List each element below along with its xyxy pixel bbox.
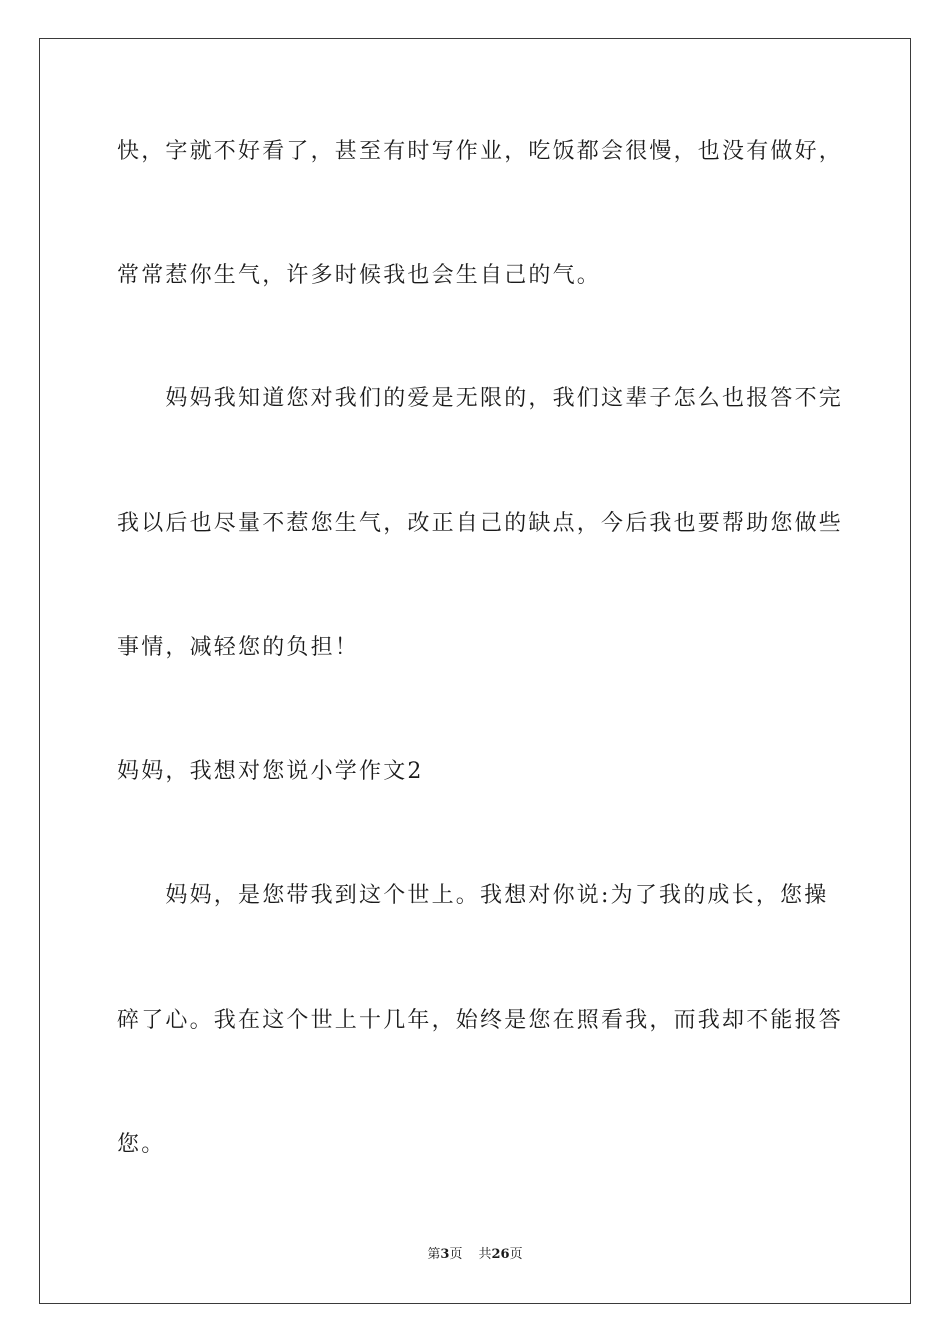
page-footer — [0, 1246, 950, 1264]
page-unit: 页 — [449, 1247, 463, 1262]
paragraph-line: 快，字就不好看了，甚至有时写作业，吃饭都会很慢，也没有做好， — [117, 139, 844, 164]
paragraph-line: 事情，减轻您的负担！ — [117, 635, 360, 660]
page-prefix: 第 — [427, 1247, 441, 1262]
paragraph-line: 妈妈我知道您对我们的爱是无限的，我们这辈子怎么也报答不完 — [117, 386, 844, 411]
section-heading: 妈妈，我想对您说小学作文2 — [117, 759, 424, 784]
paragraph-line: 妈妈，是您带我到这个世上。我想对你说:为了我的成长，您操 — [117, 883, 829, 908]
total-prefix: 共 — [478, 1247, 492, 1262]
paragraph-line: 常常惹你生气，许多时候我也会生自己的气。 — [117, 263, 602, 288]
total-pages-number: 26 — [491, 1247, 510, 1262]
page-frame — [39, 38, 911, 1304]
paragraph-line: 碎了心。我在这个世上十几年，始终是您在照看我，而我却不能报答 — [117, 1008, 844, 1033]
total-unit: 页 — [509, 1247, 523, 1262]
paragraph-line: 您。 — [117, 1132, 166, 1157]
current-page-number: 3 — [440, 1247, 450, 1262]
paragraph-line: 我以后也尽量不惹您生气，改正自己的缺点，今后我也要帮助您做些 — [117, 511, 844, 536]
